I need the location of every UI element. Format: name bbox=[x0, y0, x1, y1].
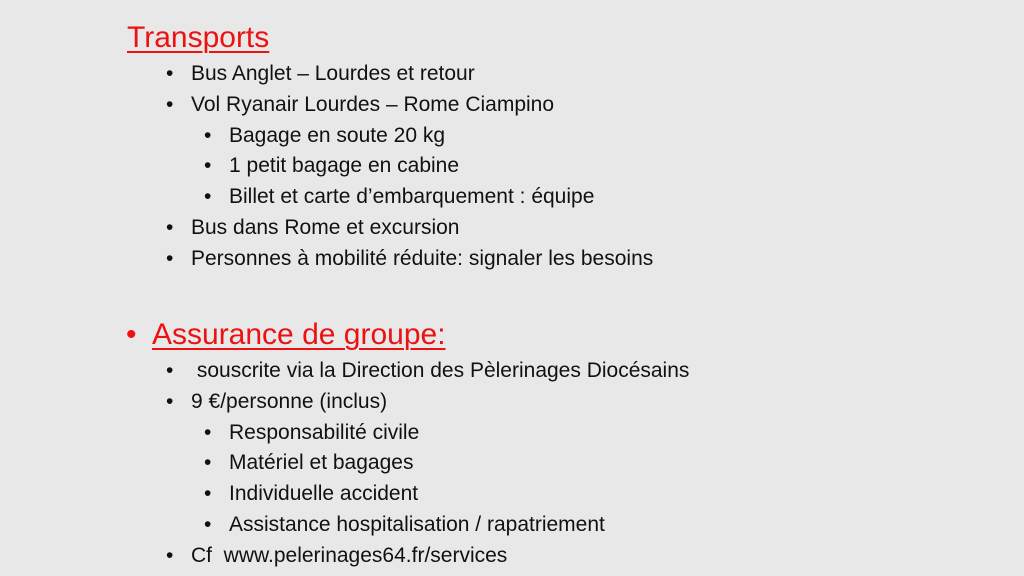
bullet-icon: • bbox=[166, 62, 174, 85]
bullet-icon: • bbox=[204, 154, 212, 177]
assurance-subitem-materiel: Matériel et bagages bbox=[229, 451, 414, 474]
transports-heading: Transports bbox=[127, 21, 270, 54]
bullet-icon: • bbox=[166, 544, 174, 567]
assurance-item-souscrite: souscrite via la Direction des Pèlerinages Diocésains bbox=[191, 359, 690, 382]
transport-item-pmr: Personnes à mobilité réduite: signaler les besoins bbox=[191, 247, 654, 270]
transport-subitem-bagage-cabine: 1 petit bagage en cabine bbox=[229, 154, 460, 177]
assurance-bullet-icon: • bbox=[126, 318, 137, 351]
bullet-icon: • bbox=[166, 390, 174, 413]
assurance-subitem-assistance: Assistance hospitalisation / rapatriement bbox=[229, 513, 605, 536]
transport-subitem-billet: Billet et carte d’embarquement : équipe bbox=[229, 185, 595, 208]
bullet-icon: • bbox=[204, 124, 212, 147]
transport-item-bus-anglet: Bus Anglet – Lourdes et retour bbox=[191, 62, 475, 85]
assurance-item-prix: 9 €/personne (inclus) bbox=[191, 390, 388, 413]
bullet-icon: • bbox=[204, 513, 212, 536]
transport-item-bus-rome: Bus dans Rome et excursion bbox=[191, 216, 460, 239]
bullet-icon: • bbox=[166, 216, 174, 239]
assurance-item-link: Cf www.pelerinages64.fr/services bbox=[191, 544, 508, 567]
bullet-icon: • bbox=[166, 247, 174, 270]
assurance-subitem-accident: Individuelle accident bbox=[229, 482, 419, 505]
bullet-icon: • bbox=[166, 359, 174, 382]
assurance-subitem-responsabilite: Responsabilité civile bbox=[229, 421, 420, 444]
transport-item-vol-ryanair: Vol Ryanair Lourdes – Rome Ciampino bbox=[191, 93, 555, 116]
bullet-icon: • bbox=[204, 451, 212, 474]
transport-subitem-bagage-soute: Bagage en soute 20 kg bbox=[229, 124, 446, 147]
bullet-icon: • bbox=[204, 482, 212, 505]
bullet-icon: • bbox=[204, 185, 212, 208]
bullet-icon: • bbox=[166, 93, 174, 116]
bullet-icon: • bbox=[204, 421, 212, 444]
assurance-heading: Assurance de groupe: bbox=[152, 318, 446, 351]
